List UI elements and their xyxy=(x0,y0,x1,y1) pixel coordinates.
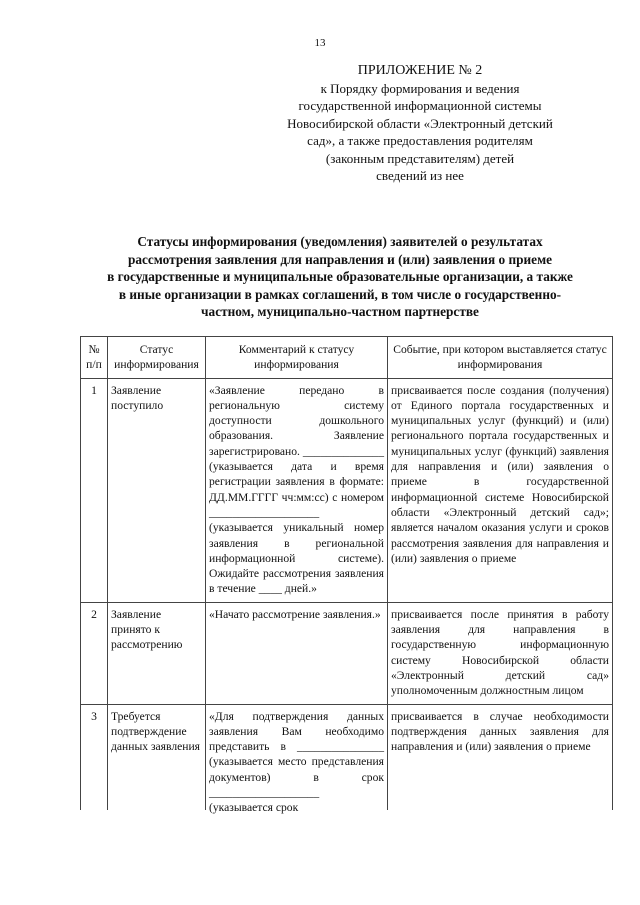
row-event: присваивается после создания (получения) от Единого портала государственных и муниципальных услуг (функций) и (или) регионального портала государственных и муниципальных услуг (функций) заявления для направления и (или) заявления о приеме в государственной информационной системе Новосибирской области «Электронный детский сад»; является началом оказания услуги и сроков рассмотрения заявления для направления и (или) заявления о приеме xyxy=(388,378,613,602)
appendix-line: (законным представителям) детей xyxy=(325,150,515,166)
document-heading xyxy=(60,233,620,321)
row-status-text: Требуется подтверждение данных заявления xyxy=(111,709,200,754)
appendix-line: к Порядку формирования и ведения xyxy=(320,80,520,96)
row-event: присваивается после принятия в работу заявления для направления в государственную информационную систему Новосибирской области «Электронный детский сад» уполномоченным должностным лицом xyxy=(388,602,613,704)
row-status xyxy=(108,704,206,810)
row-num xyxy=(81,704,108,810)
page-number: 13 xyxy=(314,37,326,49)
table-row xyxy=(81,602,613,704)
row-num-text: 3 xyxy=(91,709,97,723)
row-comment-text: «Для подтверждения данных заявления Вам необходимо представить в _______________ (указывается место представления документов) в срок ___________________ (указывается срок xyxy=(209,709,384,815)
heading-line: частном, муниципально-частном партнерстве xyxy=(201,304,479,319)
table-row xyxy=(81,704,613,810)
row-status: Заявление принято к рассмотрению xyxy=(108,602,206,704)
table-row xyxy=(81,378,613,602)
appendix-line: Новосибирской области «Электронный детский xyxy=(287,115,553,131)
row-num: 1 xyxy=(81,378,108,602)
header-status: Статус информирования xyxy=(108,337,206,379)
row-event xyxy=(388,704,613,810)
appendix-line: сведений из нее xyxy=(376,168,464,183)
table-header-row xyxy=(81,337,613,379)
row-comment: «Заявление передано в региональную систему доступности дошкольного образования. Заявление зарегистрировано. ______________ (указывается дата и время регистрации заявления в формате: ДД.ММ.ГГГГ чч:мм:сс) с номером ___________________ (указывается уникальный номер заявления в региональной информационной системе). Ожидайте рассмотрения заявления в течение ____ дней.» xyxy=(206,378,388,602)
heading-line: в государственные и муниципальные образовательные организации, а также xyxy=(107,269,573,284)
status-table xyxy=(80,336,613,815)
row-status: Заявление поступило xyxy=(108,378,206,602)
header-comment: Комментарий к статусу информирования xyxy=(206,337,388,379)
row-event-text: присваивается в случае необходимости подтверждения данных заявления для направления и (или) заявления о приеме xyxy=(391,709,609,754)
header-event: Событие, при котором выставляется статус информирования xyxy=(388,337,613,379)
heading-line: в иные организации в рамках соглашений, в том числе о государственно- xyxy=(118,286,562,302)
row-comment xyxy=(206,704,388,815)
row-comment: «Начато рассмотрение заявления.» xyxy=(206,602,388,704)
appendix-line: государственной информационной системы xyxy=(298,98,542,113)
appendix-line: сад», а также предоставления родителям xyxy=(307,133,533,148)
appendix-title: ПРИЛОЖЕНИЕ № 2 xyxy=(357,63,483,78)
header-num: № п/п xyxy=(81,337,108,379)
appendix-block xyxy=(270,62,570,185)
row-num: 2 xyxy=(81,602,108,704)
heading-line: рассмотрения заявления для направления и (или) заявления о приеме xyxy=(127,251,553,267)
heading-line: Статусы информирования (уведомления) заявителей о результатах xyxy=(137,234,543,249)
